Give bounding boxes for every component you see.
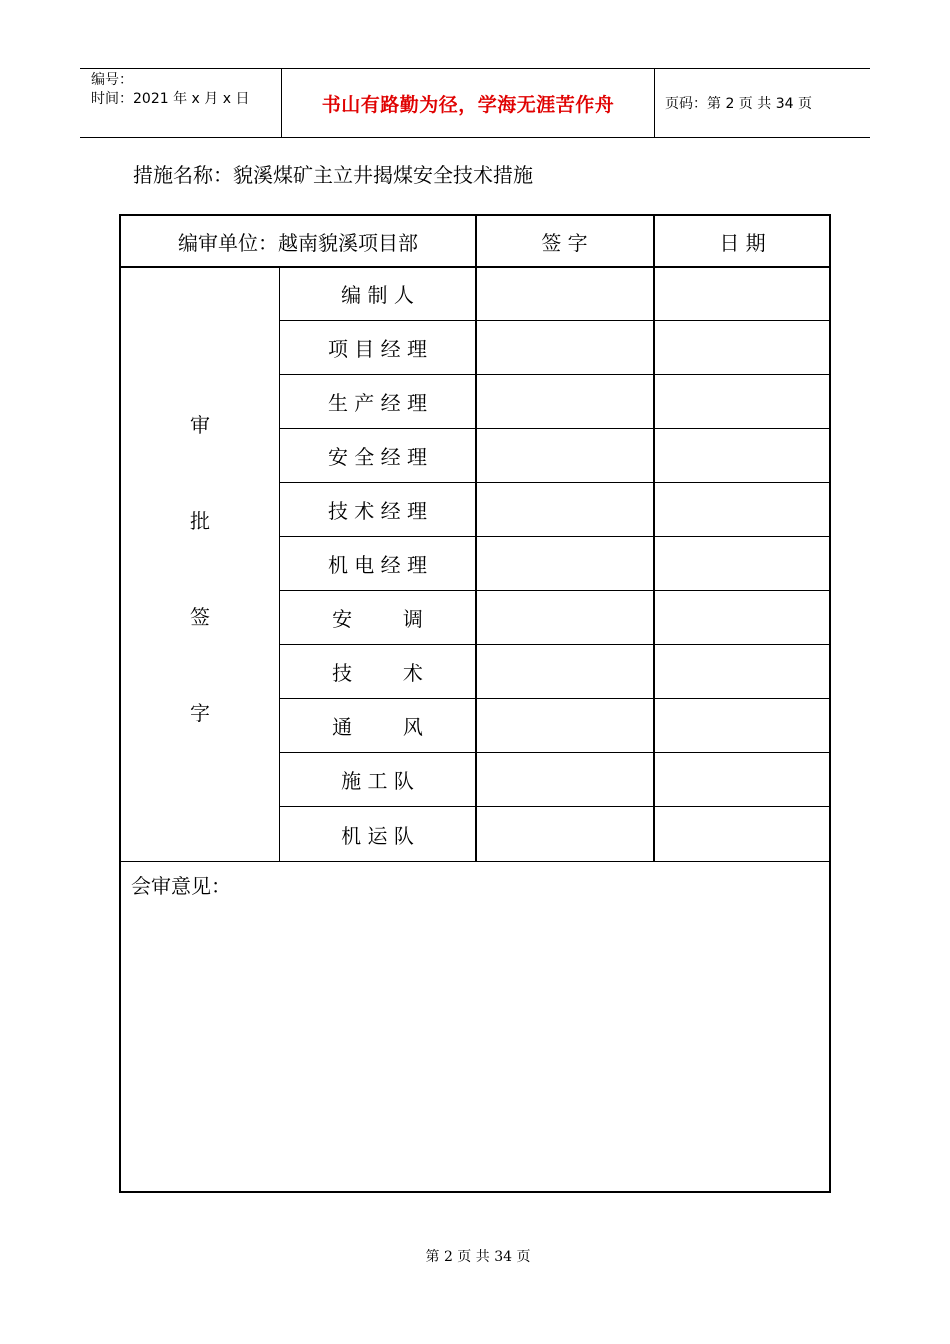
approval-table [119, 214, 831, 1193]
role-safety-manager: 安 全 经 理 [327, 445, 428, 469]
approval-char-2: 批 [190, 509, 210, 533]
measure-title: 措施名称：貌溪煤矿主立井揭煤安全技术措施 [133, 163, 533, 187]
role-technology: 技 术 [332, 661, 423, 685]
approval-char-1: 审 [190, 413, 210, 437]
role-production-manager: 生 产 经 理 [327, 391, 428, 415]
column-border-sign [475, 216, 477, 862]
approvals-bottom-border [121, 861, 829, 862]
role-technical-manager: 技 术 经 理 [327, 499, 428, 523]
header-page-info: 页码：第 2 页 共 34 页 [665, 96, 812, 112]
role-project-manager: 项 目 经 理 [327, 337, 428, 361]
header-meta [80, 69, 282, 137]
review-opinion-label: 会审意见： [131, 874, 231, 898]
header-number: 编号： [91, 72, 133, 88]
role-transport-team: 机 运 队 [341, 823, 414, 848]
header-motto-cell [282, 69, 655, 137]
role-ventilation: 通 风 [332, 715, 423, 739]
header-time: 时间：2021 年 x 月 x 日 [91, 91, 250, 107]
page-footer: 第 2 页 共 34 页 [425, 1249, 531, 1265]
role-compiler: 编 制 人 [341, 283, 414, 307]
approval-char-3: 签 [190, 605, 210, 629]
role-electromechanical-manager: 机 电 经 理 [327, 553, 428, 577]
document-header [80, 68, 870, 138]
header-motto: 书山有路勤为径，学海无涯苦作舟 [321, 93, 615, 116]
sign-header: 签 字 [541, 230, 588, 255]
unit-header: 编审单位：越南貌溪项目部 [178, 230, 418, 255]
column-border-date [653, 216, 655, 862]
approval-char-4: 字 [190, 701, 210, 725]
role-construction-team: 施 工 队 [341, 769, 414, 793]
role-safety-dispatch: 安 调 [332, 607, 423, 631]
date-header: 日 期 [719, 230, 766, 255]
